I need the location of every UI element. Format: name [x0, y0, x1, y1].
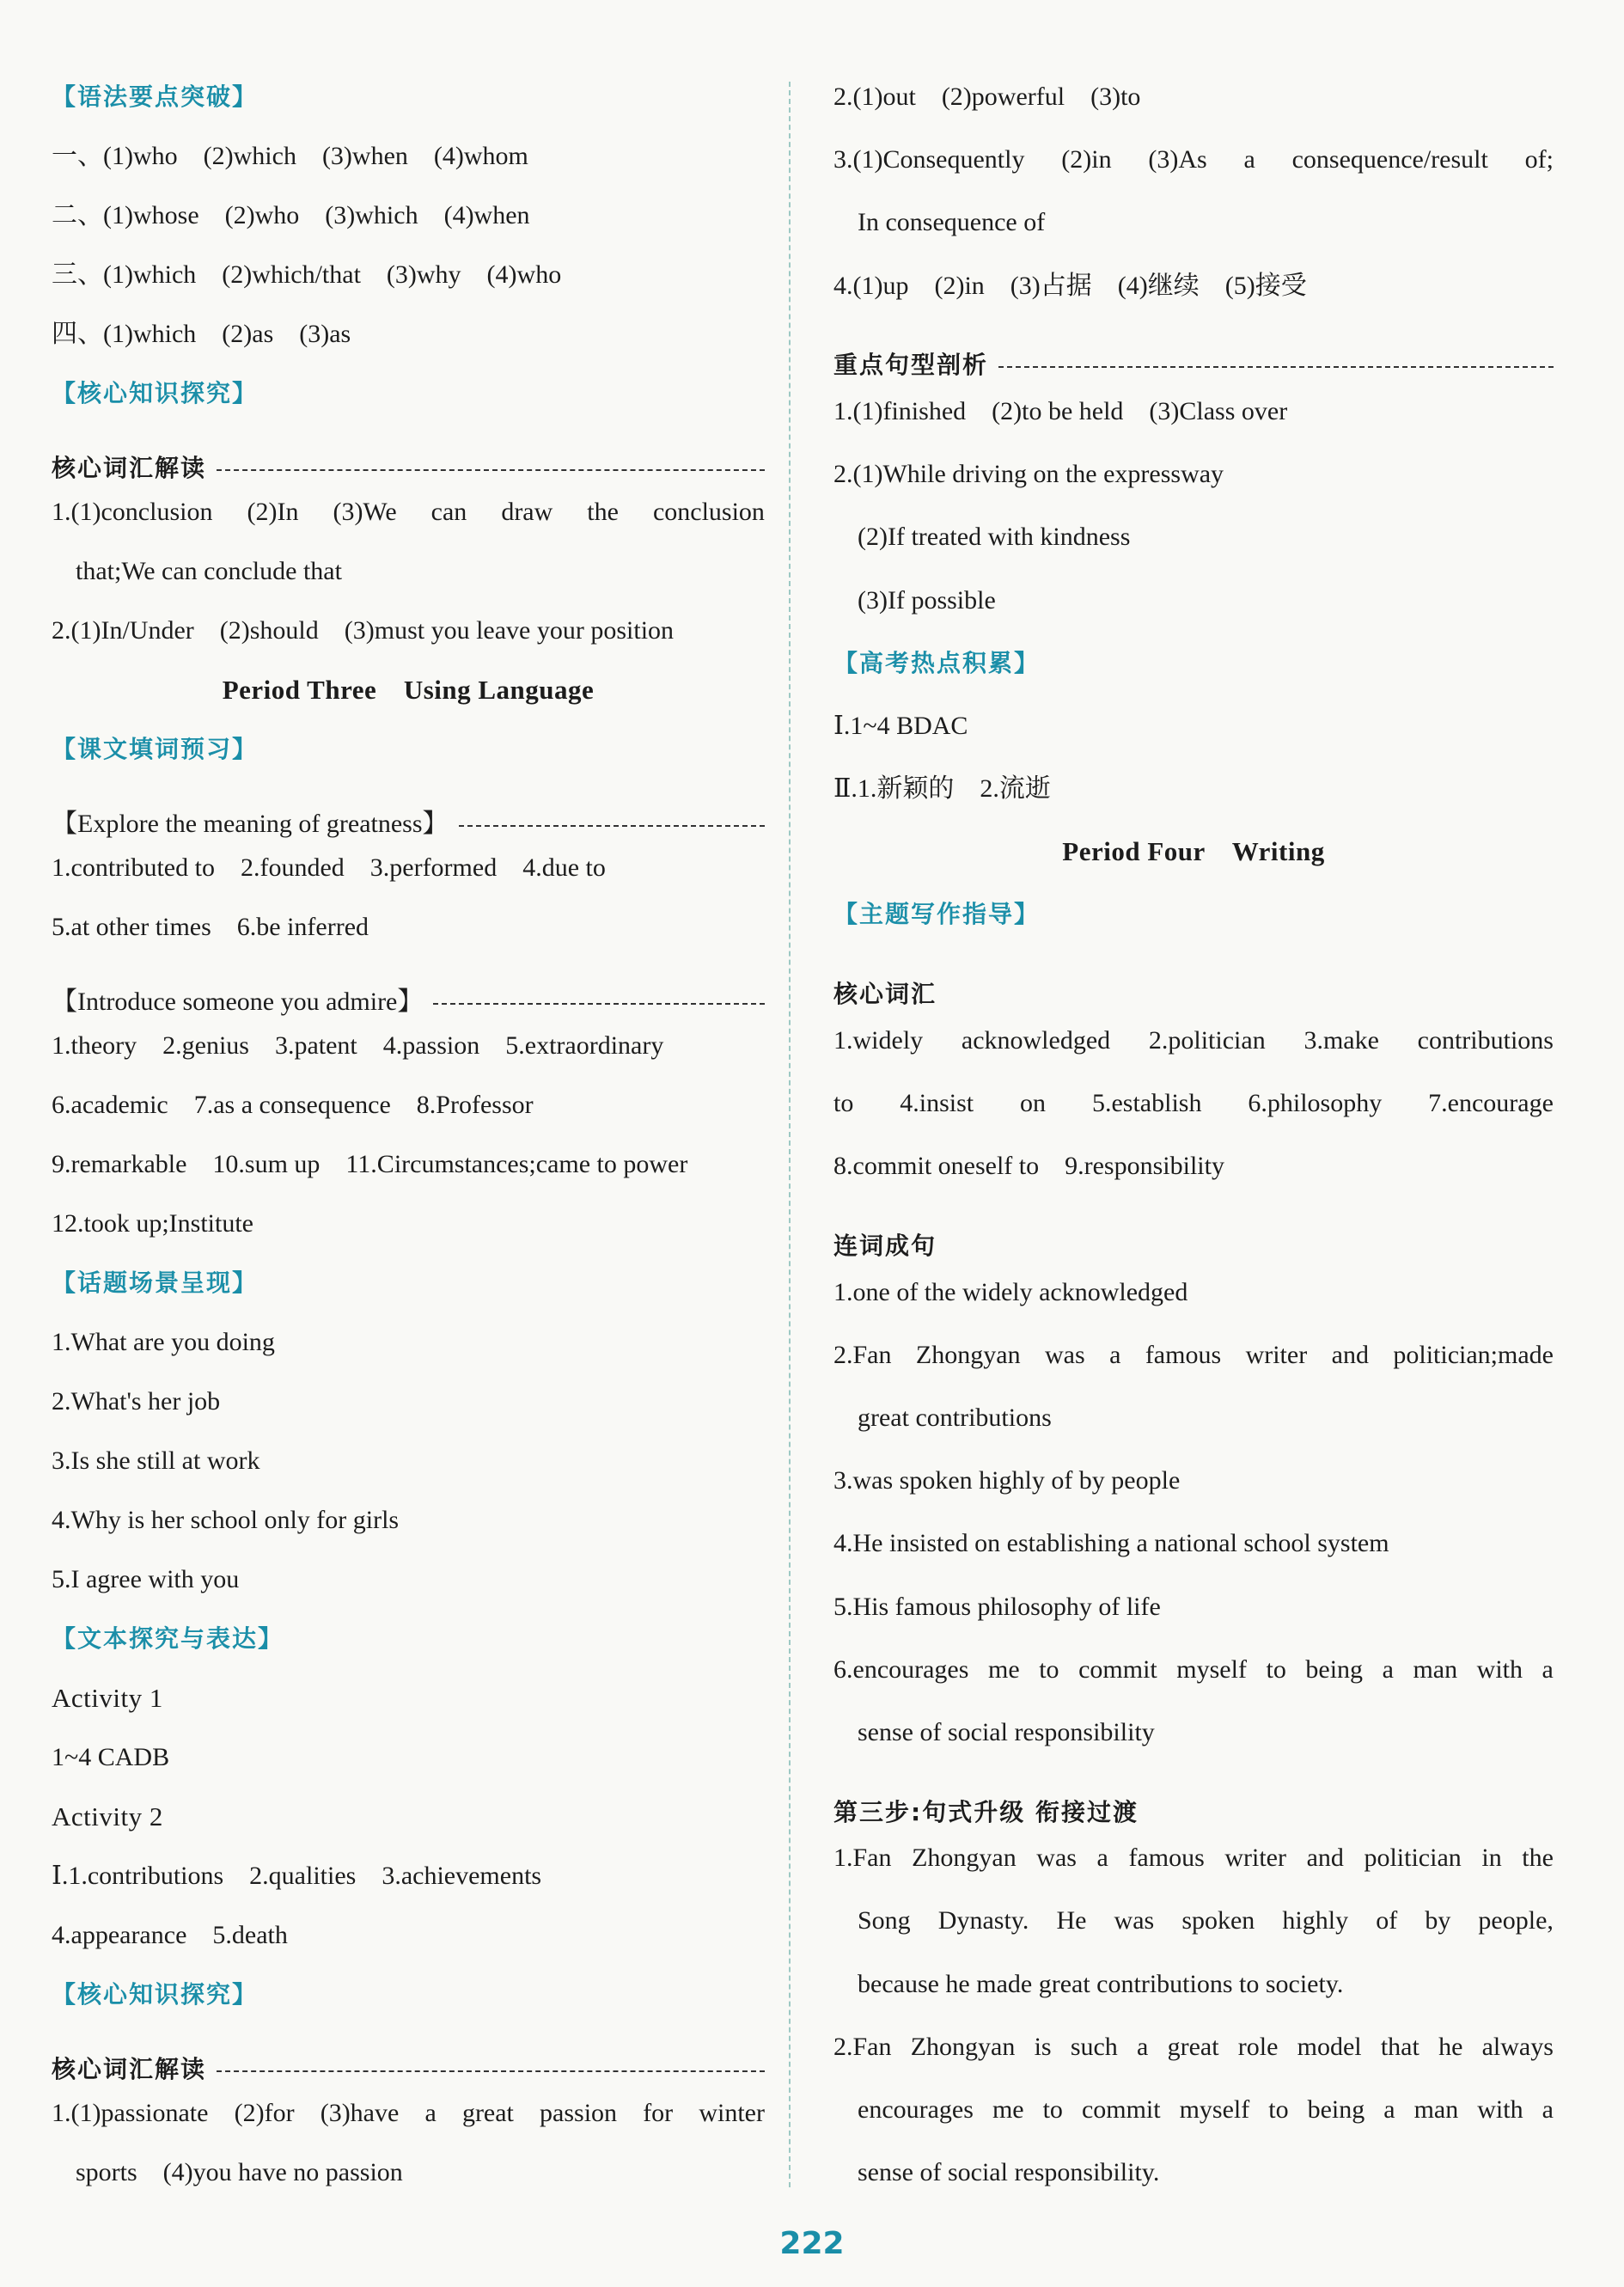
word: 7.encourage — [1428, 1089, 1554, 1117]
dashed-rule — [433, 1003, 765, 1005]
word: that — [1380, 2032, 1419, 2061]
word: commit — [1081, 2095, 1161, 2124]
word: a — [1109, 1340, 1121, 1369]
word: highly — [1282, 1906, 1349, 1935]
bracket-heading — [52, 972, 765, 1031]
word: a — [1542, 2095, 1554, 2124]
word: man — [1413, 1654, 1458, 1684]
word: politician — [1364, 1844, 1462, 1873]
word: 1.widely — [833, 1025, 924, 1055]
word: with — [1476, 1654, 1523, 1684]
section-heading: 【语法要点突破】 — [52, 83, 259, 111]
section-heading: 【核心知识探究】 — [52, 1980, 259, 2009]
word: myself — [1179, 2095, 1250, 2124]
word: spoken — [1181, 1906, 1255, 1935]
answer-line: 4.(1)up (2)in (3)占据 (4)继续 (5)接受 — [833, 271, 1307, 300]
word: always — [1481, 2032, 1554, 2061]
answer-line: 2.(1)out (2)powerful (3)to — [833, 83, 1141, 111]
word: great — [1167, 2032, 1219, 2061]
answer-line: 5.I agree with you — [52, 1565, 240, 1593]
dashed-rule — [217, 2070, 765, 2072]
answer-line: Ⅱ.1.新颖的 2.流逝 — [833, 774, 1051, 804]
answer-line: 1.(1)finished (2)to be held (3)Class over — [833, 396, 1288, 425]
word: of; — [1524, 145, 1554, 174]
subsection-heading — [52, 438, 765, 498]
word: and — [1306, 1844, 1344, 1873]
word: winter — [699, 2099, 765, 2127]
word: and — [1331, 1340, 1369, 1369]
word: Song — [858, 1906, 911, 1935]
section-heading: 【文本探究与表达】 — [52, 1624, 284, 1653]
answer-line: 6.academic 7.as a consequence 8.Professor — [52, 1091, 534, 1119]
word: 3.(1)Consequently — [833, 145, 1025, 174]
word: on — [1020, 1089, 1047, 1117]
word: 2.Fan — [833, 1340, 892, 1369]
word: (2)In — [247, 498, 299, 526]
word: to — [833, 1089, 854, 1117]
answer-line — [833, 1089, 1554, 1152]
subsection-heading — [52, 2039, 765, 2099]
word: 1.Fan — [833, 1844, 892, 1873]
word: (2)for — [234, 2099, 295, 2127]
word: 6.encourages — [833, 1654, 969, 1684]
word: commit — [1078, 1654, 1157, 1684]
word: 1.(1)conclusion — [52, 498, 213, 526]
word: can — [430, 498, 467, 526]
word: writer — [1245, 1340, 1308, 1369]
word: (2)in — [1061, 145, 1112, 174]
answer-line: 5.at other times 6.be inferred — [52, 913, 369, 941]
word: was — [1044, 1340, 1085, 1369]
heading-text: 核心词汇解读 — [52, 453, 207, 482]
answer-line — [833, 1026, 1554, 1089]
answer-line: sense of social responsibility — [858, 1717, 1155, 1746]
answer-line — [833, 1906, 1554, 1969]
bracket-heading — [52, 794, 765, 853]
heading-text: 核心词汇 — [833, 980, 937, 1009]
word: 6.philosophy — [1248, 1089, 1383, 1117]
answer-line: 4.appearance 5.death — [52, 1921, 288, 1949]
word: He — [1056, 1906, 1087, 1935]
word: acknowledged — [961, 1025, 1111, 1055]
heading-text: 连词成句 — [833, 1231, 937, 1260]
answer-line: 12.took up;Institute — [52, 1209, 253, 1238]
word: contributions — [1417, 1025, 1554, 1055]
word: with — [1477, 2095, 1523, 2124]
page-number: 222 — [779, 2226, 845, 2261]
word: a — [1382, 1654, 1394, 1684]
word: a — [424, 2099, 437, 2127]
section-heading: 【核心知识探究】 — [52, 379, 259, 407]
answer-line: that;We can conclude that — [76, 557, 342, 585]
word: (3)We — [333, 498, 397, 526]
word: such — [1070, 2032, 1118, 2061]
word: me — [987, 1654, 1020, 1684]
column-divider — [789, 82, 791, 2187]
answer-line: 1.What are you doing — [52, 1328, 275, 1356]
word: 5.establish — [1091, 1089, 1202, 1117]
subsection-heading — [833, 334, 1554, 397]
word: to — [1266, 1654, 1286, 1684]
answer-line: 2.What's her job — [52, 1387, 221, 1416]
period-title: Period Four Writing — [1062, 836, 1325, 867]
answer-line — [52, 2099, 765, 2158]
word: 2.politician — [1148, 1025, 1266, 1055]
answer-line: Ⅰ.1.contributions 2.qualities 3.achievements — [52, 1862, 542, 1890]
word: passion — [540, 2099, 618, 2127]
subsection-heading — [833, 963, 1554, 1026]
answer-line: 2.(1)In/Under (2)should (3)must you leave your position — [52, 616, 675, 645]
word: was — [1114, 1906, 1155, 1935]
word: 4.insist — [900, 1089, 974, 1117]
answer-line: sense of social responsibility. — [858, 2158, 1160, 2187]
answer-line: 1.one of the widely acknowledged — [833, 1277, 1188, 1306]
word: he — [1438, 2032, 1463, 2061]
answer-line: In consequence of — [858, 208, 1046, 237]
section-heading: 【高考热点积累】 — [833, 648, 1041, 677]
word: the — [587, 498, 619, 526]
section-heading: 【话题场景呈现】 — [52, 1269, 259, 1297]
word: Zhongyan — [915, 1340, 1021, 1369]
left-column — [52, 83, 765, 2217]
answer-line: 8.commit oneself to 9.responsibility — [833, 1152, 1224, 1181]
word: by — [1425, 1906, 1451, 1935]
word: is — [1034, 2032, 1052, 2061]
word: a — [1137, 2032, 1149, 2061]
word: politician;made — [1393, 1340, 1554, 1369]
answer-line — [833, 1341, 1554, 1403]
answer-line: 一、(1)who (2)which (3)when (4)whom — [52, 142, 528, 170]
answer-line: 1~4 CADB — [52, 1743, 170, 1771]
word: was — [1036, 1844, 1077, 1873]
activity-label: Activity 1 — [52, 1683, 163, 1713]
subsection-heading — [833, 1214, 1554, 1277]
answer-line: 三、(1)which (2)which/that (3)why (4)who — [52, 260, 562, 289]
answer-line: Ⅰ.1~4 BDAC — [833, 711, 968, 740]
answer-line — [833, 2033, 1554, 2095]
word: a — [1096, 1844, 1108, 1873]
answer-line — [52, 498, 765, 557]
subsection-heading — [833, 1781, 1554, 1844]
answer-line: (2)If treated with kindness — [858, 523, 1131, 552]
answer-line: 4.He insisted on establishing a national school system — [833, 1529, 1389, 1558]
answer-line — [833, 1844, 1554, 1906]
answer-line: 四、(1)which (2)as (3)as — [52, 320, 351, 348]
section-heading: 【主题写作指导】 — [833, 900, 1041, 929]
answer-line: 二、(1)whose (2)who (3)which (4)when — [52, 201, 530, 229]
word: to — [1268, 2095, 1289, 2124]
heading-text: 【Explore the meaning of greatness】 — [52, 809, 449, 838]
word: to — [1042, 2095, 1063, 2124]
answer-line: 1.theory 2.genius 3.patent 4.passion 5.extraordinary — [52, 1031, 664, 1060]
word: being — [1305, 1654, 1364, 1684]
word: Zhongyan — [912, 1844, 1017, 1873]
heading-text: 核心词汇解读 — [52, 2054, 207, 2083]
dashed-rule — [217, 469, 765, 471]
word: 2.Fan — [833, 2032, 892, 2061]
word: great — [461, 2099, 514, 2127]
word: to — [1039, 1654, 1059, 1684]
word: 1.(1)passionate — [52, 2099, 209, 2127]
period-title: Period Three Using Language — [222, 675, 595, 705]
word: man — [1413, 2095, 1459, 2124]
dashed-rule — [459, 825, 765, 827]
right-column — [833, 83, 1554, 2221]
answer-line — [833, 2095, 1554, 2158]
word: me — [992, 2095, 1024, 2124]
word: famous — [1128, 1844, 1205, 1873]
word: a — [1383, 2095, 1395, 2124]
word: famous — [1145, 1340, 1222, 1369]
heading-text: 第三步:句式升级 衔接过渡 — [833, 1797, 1139, 1826]
word: a — [1542, 1654, 1554, 1684]
heading-text: 重点句型剖析 — [833, 351, 989, 380]
word: role — [1237, 2032, 1279, 2061]
section-heading: 【课文填词预习】 — [52, 735, 259, 763]
dashed-rule — [998, 366, 1554, 368]
word: of — [1376, 1906, 1398, 1935]
word: a — [1243, 145, 1255, 174]
word: (3)As — [1148, 145, 1207, 174]
activity-label: Activity 2 — [52, 1801, 163, 1831]
word: the — [1522, 1844, 1554, 1873]
word: people, — [1478, 1906, 1554, 1935]
answer-line: great contributions — [858, 1403, 1052, 1432]
heading-text: 【Introduce someone you admire】 — [52, 987, 424, 1016]
word: draw — [501, 498, 553, 526]
word: 3.make — [1303, 1025, 1379, 1055]
word: for — [643, 2099, 674, 2127]
word: consequence/result — [1291, 145, 1488, 174]
word: (3)have — [320, 2099, 400, 2127]
answer-line — [833, 145, 1554, 208]
answer-line: 3.was spoken highly of by people — [833, 1466, 1181, 1495]
answer-line: 1.contributed to 2.founded 3.performed 4.due to — [52, 853, 606, 882]
word: being — [1307, 2095, 1365, 2124]
answer-line — [833, 1655, 1554, 1718]
answer-line: 5.His famous philosophy of life — [833, 1592, 1161, 1621]
word: conclusion — [652, 498, 765, 526]
answer-line: sports (4)you have no passion — [76, 2158, 403, 2186]
answer-line: 2.(1)While driving on the expressway — [833, 460, 1224, 489]
answer-line: 3.Is she still at work — [52, 1446, 260, 1475]
word: encourages — [858, 2095, 974, 2124]
answer-line: 4.Why is her school only for girls — [52, 1506, 400, 1534]
word: model — [1297, 2032, 1362, 2061]
word: writer — [1224, 1844, 1286, 1873]
answer-line: 9.remarkable 10.sum up 11.Circumstances;came to power — [52, 1150, 688, 1178]
word: Dynasty. — [937, 1906, 1029, 1935]
word: myself — [1176, 1654, 1247, 1684]
word: Zhongyan — [910, 2032, 1016, 2061]
word: in — [1481, 1844, 1502, 1873]
answer-line: (3)If possible — [858, 585, 996, 615]
answer-line: because he made great contributions to society. — [858, 1969, 1344, 1998]
